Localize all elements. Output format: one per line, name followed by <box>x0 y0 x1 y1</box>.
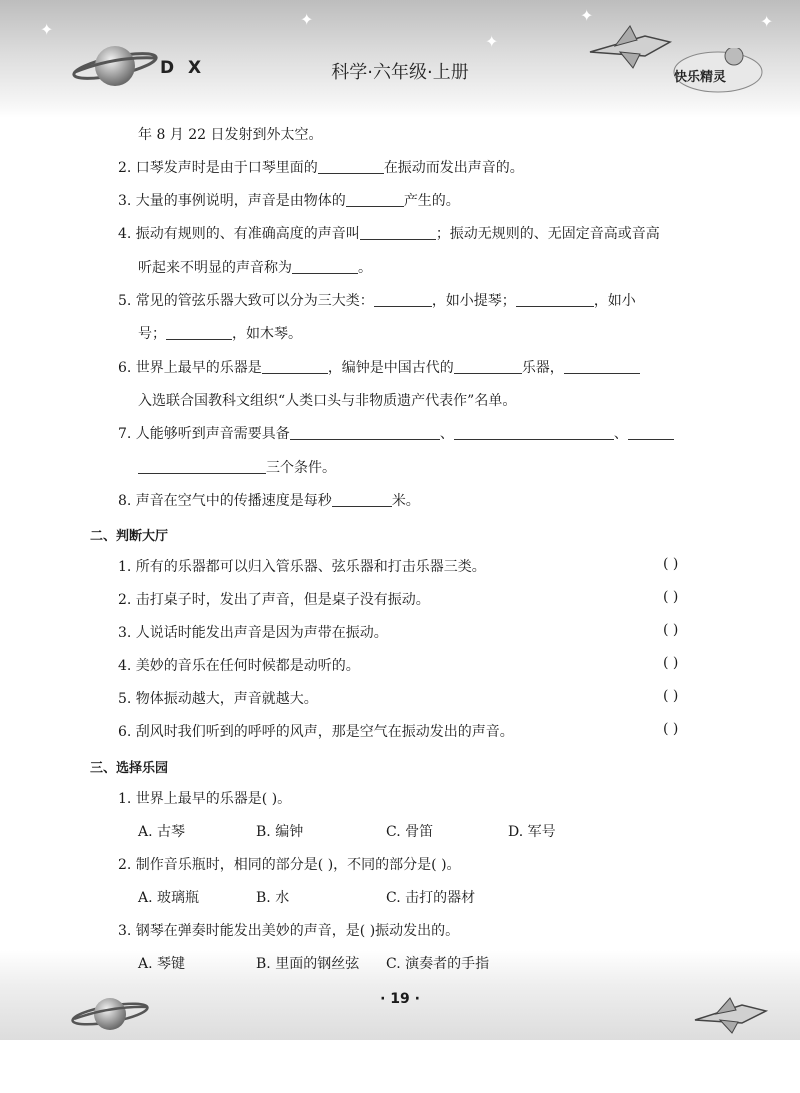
q7-text-c: 、 <box>613 426 628 442</box>
series-code: D X <box>160 58 206 78</box>
answer-blank[interactable] <box>346 192 404 207</box>
answer-blank[interactable] <box>628 425 674 440</box>
space-shuttle-icon <box>690 995 770 1035</box>
fill-q3 <box>118 190 460 210</box>
q4-text-a: 4. 振动有规则的、有准确高度的声音叫 <box>118 226 360 242</box>
answer-blank[interactable] <box>454 359 522 374</box>
q5-text-a: 5. 常见的管弦乐器大致可以分为三大类： <box>118 293 374 309</box>
q6-text-c: 乐器， <box>521 360 564 376</box>
fill-q2 <box>118 157 524 177</box>
choice-option[interactable]: B. 里面的钢丝弦 <box>256 956 360 972</box>
fill-q7 <box>118 423 674 443</box>
answer-blank[interactable] <box>454 425 614 440</box>
q8-text-a: 8. 声音在空气中的传播速度是每秒 <box>118 493 332 509</box>
answer-blank[interactable] <box>290 425 440 440</box>
answer-blank[interactable] <box>262 359 328 374</box>
section-heading-judge: 二、判断大厅 <box>90 529 169 544</box>
answer-paren[interactable]: ( ) <box>663 721 679 737</box>
answer-blank[interactable] <box>374 292 432 307</box>
q5-text-b: ，如小提琴； <box>431 293 516 309</box>
q4-text-d: 。 <box>358 260 372 276</box>
answer-paren[interactable]: ( ) <box>663 589 679 605</box>
answer-blank[interactable] <box>516 292 594 307</box>
fill-q4 <box>118 223 660 243</box>
judge-item: 3. 人说话时能发出声音是因为声带在振动。 <box>118 625 388 641</box>
answer-blank[interactable] <box>564 359 640 374</box>
q7-text-a: 7. 人能够听到声音需要具备 <box>118 426 290 442</box>
choice-option[interactable]: D. 军号 <box>508 824 556 840</box>
choice-question: 3. 钢琴在弹奏时能发出美妙的声音，是( )振动发出的。 <box>118 923 460 939</box>
q3-text-a: 3. 大量的事例说明，声音是由物体的 <box>118 193 346 209</box>
star-icon: ✦ <box>485 32 499 51</box>
q1-tail: 年 8 月 22 日发射到外太空。 <box>138 127 323 143</box>
q3-text-b: 产生的。 <box>403 193 460 209</box>
q2-text-b: 在振动而发出声音的。 <box>383 160 524 176</box>
fill-q5 <box>118 290 636 310</box>
fill-q8 <box>118 490 420 510</box>
page-number: · 19 · <box>380 991 420 1007</box>
answer-blank[interactable] <box>166 325 232 340</box>
choice-option[interactable]: A. 琴键 <box>138 956 186 972</box>
answer-blank[interactable] <box>318 159 384 174</box>
answer-blank[interactable] <box>138 459 266 474</box>
page-title: 科学·六年级·上册 <box>331 62 469 83</box>
q2-text-a: 2. 口琴发声时是由于口琴里面的 <box>118 160 318 176</box>
fill-q5-cont <box>138 323 302 343</box>
choice-option[interactable]: C. 击打的器材 <box>386 890 476 906</box>
q7-text-d: 三个条件。 <box>266 460 336 476</box>
fill-q6 <box>118 357 640 377</box>
answer-blank[interactable] <box>292 259 358 274</box>
judge-item: 2. 击打桌子时，发出了声音，但是桌子没有振动。 <box>118 592 430 608</box>
answer-paren[interactable]: ( ) <box>663 655 679 671</box>
q6-text-a: 6. 世界上最早的乐器是 <box>118 360 262 376</box>
choice-question: 1. 世界上最早的乐器是( )。 <box>118 791 292 807</box>
star-icon: ✦ <box>760 12 774 31</box>
judge-item: 4. 美妙的音乐在任何时候都是动听的。 <box>118 658 360 674</box>
judge-item: 6. 刮风时我们听到的呼呼的风声，那是空气在振动发出的声音。 <box>118 724 514 740</box>
answer-paren[interactable]: ( ) <box>663 688 679 704</box>
fill-q6-cont: 入选联合国教科文组织“人类口头与非物质遗产代表作”名单。 <box>138 393 517 409</box>
q4-text-b: ；振动无规则的、无固定音高或音高 <box>435 226 660 242</box>
fill-q4-cont <box>138 257 372 277</box>
choice-option[interactable]: A. 玻璃瓶 <box>138 890 200 906</box>
q5-text-e: ，如木琴。 <box>232 326 302 342</box>
logo-text: 快乐精灵 <box>674 70 727 85</box>
choice-option[interactable]: B. 编钟 <box>256 824 304 840</box>
choice-option[interactable]: A. 古琴 <box>138 824 186 840</box>
star-icon: ✦ <box>300 10 314 29</box>
judge-item: 1. 所有的乐器都可以归入管乐器、弦乐器和打击乐器三类。 <box>118 559 486 575</box>
q5-text-d: 号； <box>138 326 166 342</box>
space-shuttle-icon <box>585 22 675 72</box>
star-icon: ✦ <box>580 6 594 25</box>
q8-text-b: 米。 <box>391 493 420 509</box>
answer-paren[interactable]: ( ) <box>663 622 679 638</box>
answer-blank[interactable] <box>360 225 436 240</box>
q7-text-b: 、 <box>439 426 454 442</box>
star-icon: ✦ <box>40 20 54 39</box>
choice-question: 2. 制作音乐瓶时，相同的部分是( )，不同的部分是( )。 <box>118 857 461 873</box>
choice-option[interactable]: C. 演奏者的手指 <box>386 956 490 972</box>
q5-text-c: ，如小 <box>593 293 636 309</box>
section-heading-choice: 三、选择乐园 <box>90 761 169 776</box>
q6-text-b: ，编钟是中国古代的 <box>327 360 454 376</box>
judge-item: 5. 物体振动越大，声音就越大。 <box>118 691 318 707</box>
answer-paren[interactable]: ( ) <box>663 556 679 572</box>
choice-option[interactable]: C. 骨笛 <box>386 824 434 840</box>
fill-q7-cont <box>138 457 336 477</box>
answer-blank[interactable] <box>332 492 392 507</box>
choice-option[interactable]: B. 水 <box>256 890 290 906</box>
q4-text-c: 听起来不明显的声音称为 <box>138 260 292 276</box>
